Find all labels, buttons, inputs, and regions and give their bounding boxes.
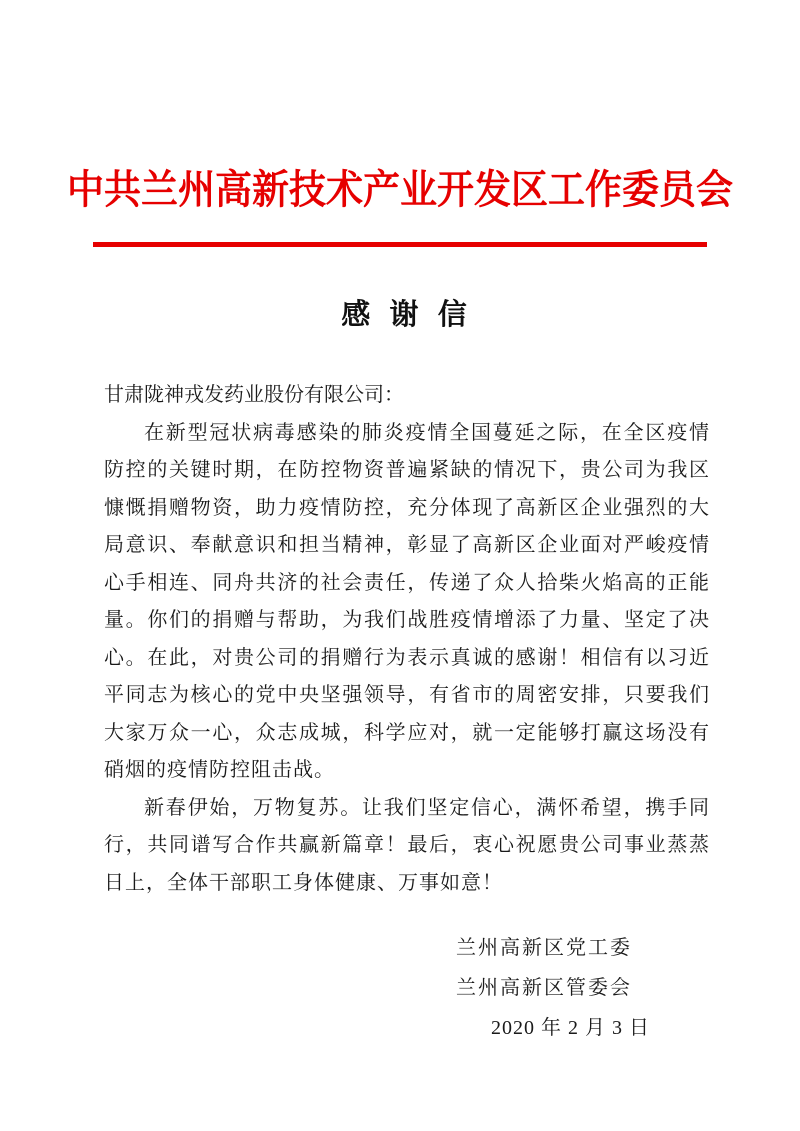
- letterhead-title: 中共兰州高新技术产业开发区工作委员会: [67, 167, 733, 212]
- letterhead-rule: [93, 242, 707, 247]
- signature-block: [104, 928, 710, 1048]
- letter-title: 感 谢 信: [341, 299, 473, 332]
- letter-body: [0, 292, 800, 1048]
- salutation: 甘肃陇神戎发药业股份有限公司：: [104, 384, 404, 407]
- paragraph-2: 新春伊始，万物复苏。让我们坚定信心，满怀希望，携手同行，共同谱写合作共赢新篇章！最后，衷心祝愿贵公司事业蒸蒸日上，全体干部职工身体健康、万事如意！: [104, 796, 710, 894]
- letterhead: [0, 0, 800, 247]
- signature-line-2: 兰州高新区管委会: [456, 977, 632, 1000]
- signature-line-1: 兰州高新区党工委: [456, 937, 632, 960]
- paragraph-1: 在新型冠状病毒感染的肺炎疫情全国蔓延之际，在全区疫情防控的关键时期，在防控物资普遍紧缺的情况下，贵公司为我区慷慨捐赠物资，助力疫情防控，充分体现了高新区企业强烈的大局意识、奉献意识和担当精神，彰显了高新区企业面对严峻疫情心手相连、同舟共济的社会责任，传递了众人拾柴火焰高的正能量。你们的捐赠与帮助，为我们战胜疫情增添了力量、坚定了决心。在此，对贵公司的捐赠行为表示真诚的感谢！相信有以习近平同志为核心的党中央坚强领导，有省市的周密安排，只要我们大家万众一心，众志成城，科学应对，就一定能够打赢这场没有硝烟的疫情防控阻击战。: [104, 421, 710, 782]
- letter-date: 2020 年 2 月 3 日: [491, 1017, 650, 1040]
